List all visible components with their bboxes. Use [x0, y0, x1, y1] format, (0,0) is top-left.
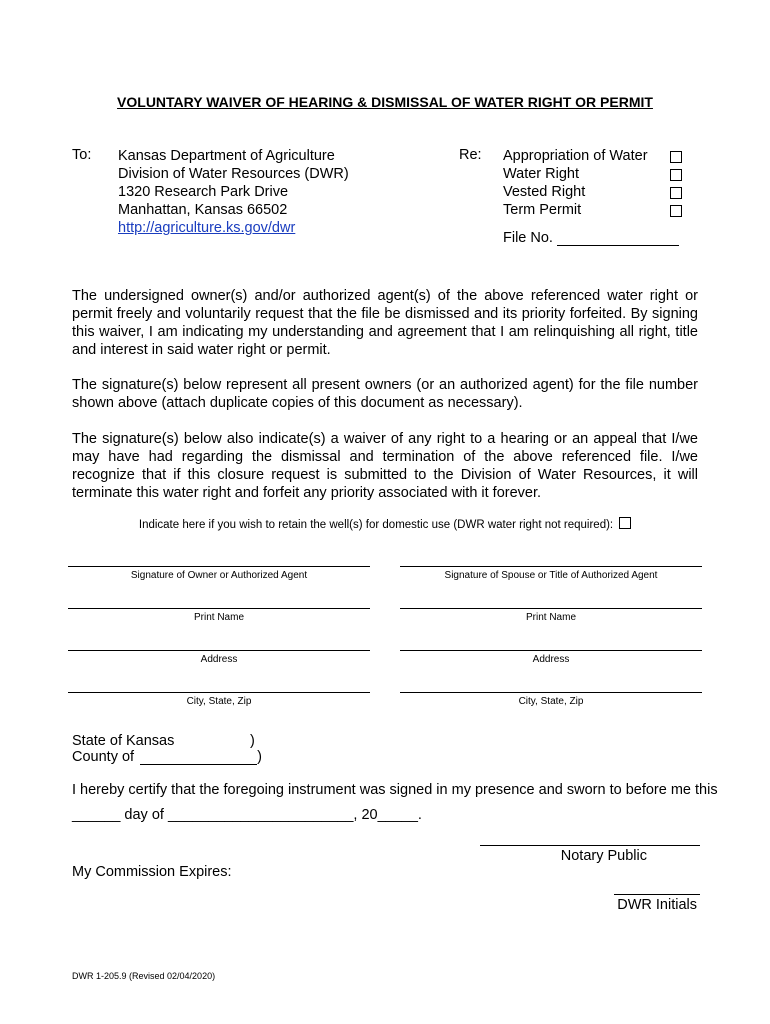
to-label: To:	[72, 147, 92, 163]
city-state-zip-label: City, State, Zip	[186, 696, 252, 707]
paragraph-waiver: The undersigned owner(s) and/or authorized agent(s) of the above referenced water right or permit freely and voluntarily request that the file be dismissed and its priority forfeited. By signing this waiver, I am indicating my understanding and agreement that I am relinquishing all right, title and interest in said water right or permit.	[72, 288, 698, 358]
address-line: Kansas Department of Agriculture	[118, 148, 335, 164]
county-field[interactable]	[140, 752, 257, 765]
term-permit-checkbox[interactable]	[670, 205, 682, 217]
re-label: Re:	[459, 147, 482, 163]
address-line: Manhattan, Kansas 66502	[118, 202, 288, 218]
print-name-label: Print Name	[525, 612, 576, 623]
address-label: Address	[200, 654, 238, 665]
file-number-label: File No.	[503, 230, 553, 246]
dwr-website-link[interactable]: http://agriculture.ks.gov/dwr	[118, 220, 296, 236]
owner-city-state-zip-field[interactable]	[68, 692, 370, 693]
venue-block	[72, 733, 262, 765]
certification-text: I hereby certify that the foregoing instrument was signed in my presence and sworn to before me this	[72, 782, 718, 798]
city-state-zip-label: City, State, Zip	[518, 696, 584, 707]
water-right-checkbox[interactable]	[670, 169, 682, 181]
spouse-address-field[interactable]	[400, 650, 702, 651]
spouse-print-name-field[interactable]	[400, 608, 702, 609]
paren: )	[250, 733, 255, 749]
retain-well-checkbox[interactable]	[619, 517, 631, 529]
re-option-appropriation	[503, 147, 683, 165]
dwr-initials-label: DWR Initials	[617, 897, 697, 913]
re-option-term-permit	[503, 201, 683, 219]
form-number: DWR 1-205.9 (Revised 02/04/2020)	[72, 971, 216, 981]
address-line: Division of Water Resources (DWR)	[118, 166, 349, 182]
page-title: VOLUNTARY WAIVER OF HEARING & DISMISSAL OF WATER RIGHT OR PERMIT	[117, 94, 653, 110]
owner-address-field[interactable]	[68, 650, 370, 651]
owner-print-name-field[interactable]	[68, 608, 370, 609]
file-number-field[interactable]	[557, 231, 679, 246]
re-option-label: Vested Right	[503, 184, 586, 200]
retain-well-label: Indicate here if you wish to retain the well(s) for domestic use (DWR water right not required):	[138, 519, 614, 531]
file-number	[503, 230, 679, 246]
re-option-label: Appropriation of Water	[503, 148, 648, 164]
date-line[interactable]: ______ day of _______________________, 20_____.	[72, 807, 422, 823]
notary-public-label: Notary Public	[560, 848, 647, 864]
recipient-address	[118, 147, 349, 237]
paragraph-owners: The signature(s) below represent all present owners (or an authorized agent) for the file number shown above (attach duplicate copies of this document as necessary).	[72, 377, 698, 411]
retain-well-option	[0, 517, 770, 531]
state-label: State of Kansas	[72, 733, 175, 749]
paren: )	[257, 749, 262, 765]
appropriation-checkbox[interactable]	[670, 151, 682, 163]
paragraph-hearing-waiver: The signature(s) below also indicate(s) a waiver of any right to a hearing or an appeal that I/we may have had regarding the dismissal and termination of the above referenced file. I/we recognize that if this closure request is submitted to the Division of Water Resources, it will terminate this water right and forfeit any priority associated with it forever.	[72, 431, 698, 501]
re-options	[503, 147, 683, 219]
dwr-initials-field[interactable]	[614, 894, 700, 895]
address-label: Address	[532, 654, 570, 665]
spouse-signature-field[interactable]	[400, 566, 702, 567]
county-label: County of	[72, 749, 135, 765]
commission-expires-label: My Commission Expires:	[72, 864, 232, 880]
print-name-label: Print Name	[193, 612, 244, 623]
re-option-label: Water Right	[503, 166, 580, 182]
vested-right-checkbox[interactable]	[670, 187, 682, 199]
signature-label: Signature of Spouse or Title of Authorized Agent	[444, 570, 658, 581]
address-line: 1320 Research Park Drive	[118, 184, 289, 200]
re-option-water-right	[503, 165, 683, 183]
notary-signature-field[interactable]	[480, 845, 700, 846]
spouse-city-state-zip-field[interactable]	[400, 692, 702, 693]
signature-label: Signature of Owner or Authorized Agent	[130, 570, 308, 581]
owner-signature-field[interactable]	[68, 566, 370, 567]
re-option-label: Term Permit	[503, 202, 582, 218]
re-option-vested-right	[503, 183, 683, 201]
